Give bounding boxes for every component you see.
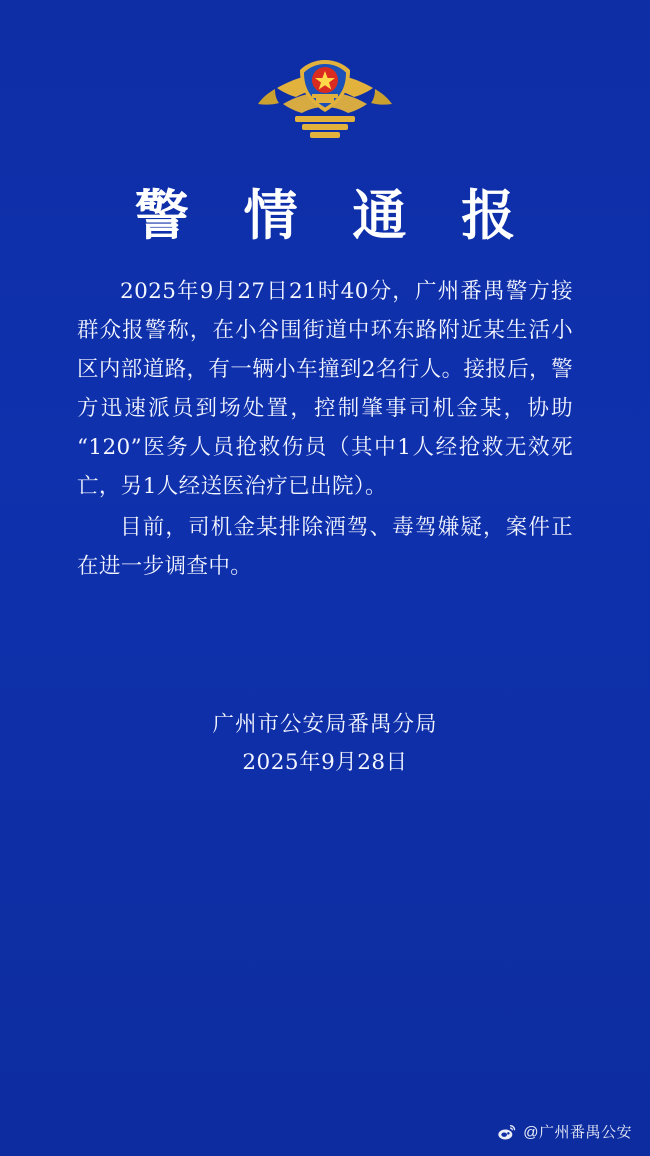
watermark-text: @广州番禺公安 [523, 1124, 632, 1141]
china-police-emblem [255, 52, 395, 164]
signature-organization: 广州市公安局番禺分局 [212, 712, 438, 738]
emblem-graphic [255, 52, 395, 164]
notice-body [77, 272, 573, 588]
page-title: 警 情 通 报 [134, 183, 534, 247]
weibo-icon [497, 1122, 517, 1142]
notice-paragraph: 2025年9月27日21时40分，广州番禺警方接群众报警称，在小谷围街道中环东路附近某生活小区内部道路，有一辆小车撞到2名行人。接报后，警方迅速派员到场处置，控制肇事司机金某，协助“120”医务人员抢救伤员（其中1人经抢救无效死亡，另1人经送医治疗已出院）。 [77, 279, 573, 500]
watermark [497, 1121, 632, 1142]
notice-paragraph: 目前，司机金某排除酒驾、毒驾嫌疑，案件正在进一步调查中。 [77, 515, 573, 580]
signature-block [77, 706, 573, 782]
signature-date: 2025年9月28日 [242, 750, 408, 776]
